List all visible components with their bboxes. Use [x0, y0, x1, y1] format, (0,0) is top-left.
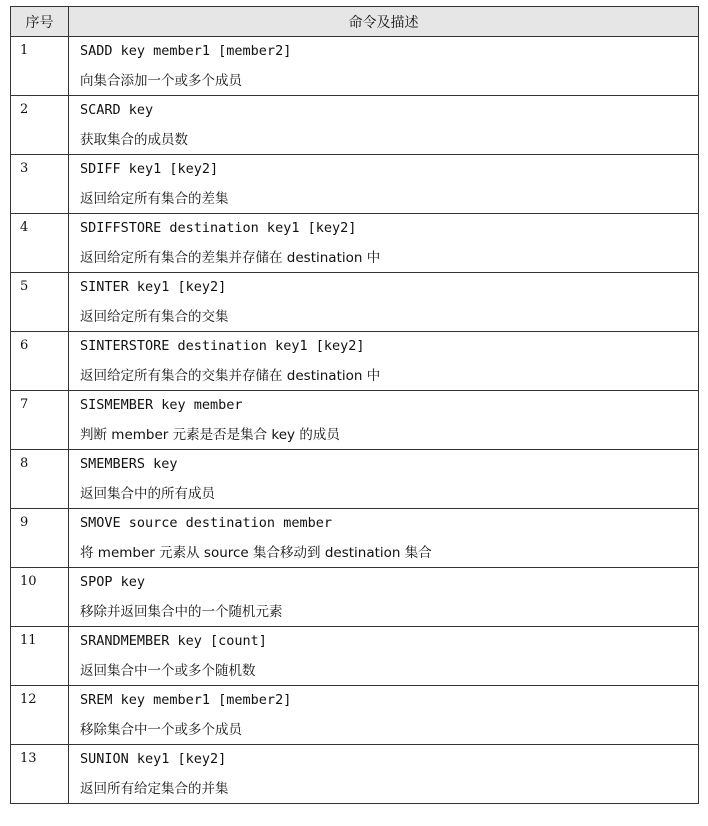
command-cell — [69, 37, 699, 96]
command-description: 将 member 元素从 source 集合移动到 destination 集合 — [80, 545, 432, 561]
command-cell — [69, 214, 699, 273]
command-description: 返回集合中一个或多个随机数 — [80, 663, 256, 679]
command-text: SINTERSTORE destination key1 [key2] — [80, 338, 365, 354]
row-number: 6 — [11, 332, 69, 391]
command-text: SRANDMEMBER key [count] — [80, 633, 267, 649]
header-num: 序号 — [11, 7, 69, 37]
command-cell — [69, 686, 699, 745]
table-row — [11, 745, 699, 804]
command-text: SINTER key1 [key2] — [80, 279, 227, 295]
table-row — [11, 568, 699, 627]
command-cell — [69, 509, 699, 568]
command-cell — [69, 332, 699, 391]
command-description: 移除集合中一个或多个成员 — [80, 722, 242, 738]
command-description: 向集合添加一个或多个成员 — [80, 73, 242, 89]
command-description: 返回所有给定集合的并集 — [80, 781, 229, 797]
table-header-row — [11, 7, 699, 37]
command-text: SCARD key — [80, 102, 154, 118]
command-description: 判断 member 元素是否是集合 key 的成员 — [80, 427, 340, 443]
command-text: SMOVE source destination member — [80, 515, 332, 531]
table-row — [11, 450, 699, 509]
command-cell — [69, 745, 699, 804]
command-text: SUNION key1 [key2] — [80, 751, 227, 767]
command-text: SISMEMBER key member — [80, 397, 243, 413]
table-row — [11, 214, 699, 273]
command-description: 获取集合的成员数 — [80, 132, 188, 148]
command-text: SREM key member1 [member2] — [80, 692, 292, 708]
command-description: 移除并返回集合中的一个随机元素 — [80, 604, 283, 620]
row-number: 2 — [11, 96, 69, 155]
command-text: SPOP key — [80, 574, 146, 590]
table-row — [11, 627, 699, 686]
command-cell — [69, 96, 699, 155]
table-row — [11, 332, 699, 391]
command-cell — [69, 450, 699, 509]
table-row — [11, 155, 699, 214]
row-number: 3 — [11, 155, 69, 214]
row-number: 10 — [11, 568, 69, 627]
header-command: 命令及描述 — [69, 7, 699, 37]
command-description: 返回给定所有集合的交集 — [80, 309, 229, 325]
command-text: SMEMBERS key — [80, 456, 178, 472]
table-row — [11, 37, 699, 96]
row-number: 12 — [11, 686, 69, 745]
row-number: 8 — [11, 450, 69, 509]
command-text: SDIFFSTORE destination key1 [key2] — [80, 220, 357, 236]
row-number: 11 — [11, 627, 69, 686]
row-number: 4 — [11, 214, 69, 273]
command-cell — [69, 273, 699, 332]
command-table — [10, 6, 699, 804]
command-cell — [69, 568, 699, 627]
command-text: SDIFF key1 [key2] — [80, 161, 219, 177]
command-description: 返回集合中的所有成员 — [80, 486, 215, 502]
table-row — [11, 96, 699, 155]
row-number: 13 — [11, 745, 69, 804]
command-cell — [69, 155, 699, 214]
command-cell — [69, 391, 699, 450]
command-description: 返回给定所有集合的差集并存储在 destination 中 — [80, 250, 381, 266]
command-text: SADD key member1 [member2] — [80, 43, 292, 59]
table-row — [11, 686, 699, 745]
table-row — [11, 391, 699, 450]
table-row — [11, 273, 699, 332]
table-row — [11, 509, 699, 568]
command-cell — [69, 627, 699, 686]
command-description: 返回给定所有集合的交集并存储在 destination 中 — [80, 368, 381, 384]
row-number: 7 — [11, 391, 69, 450]
command-description: 返回给定所有集合的差集 — [80, 191, 229, 207]
row-number: 5 — [11, 273, 69, 332]
row-number: 1 — [11, 37, 69, 96]
row-number: 9 — [11, 509, 69, 568]
